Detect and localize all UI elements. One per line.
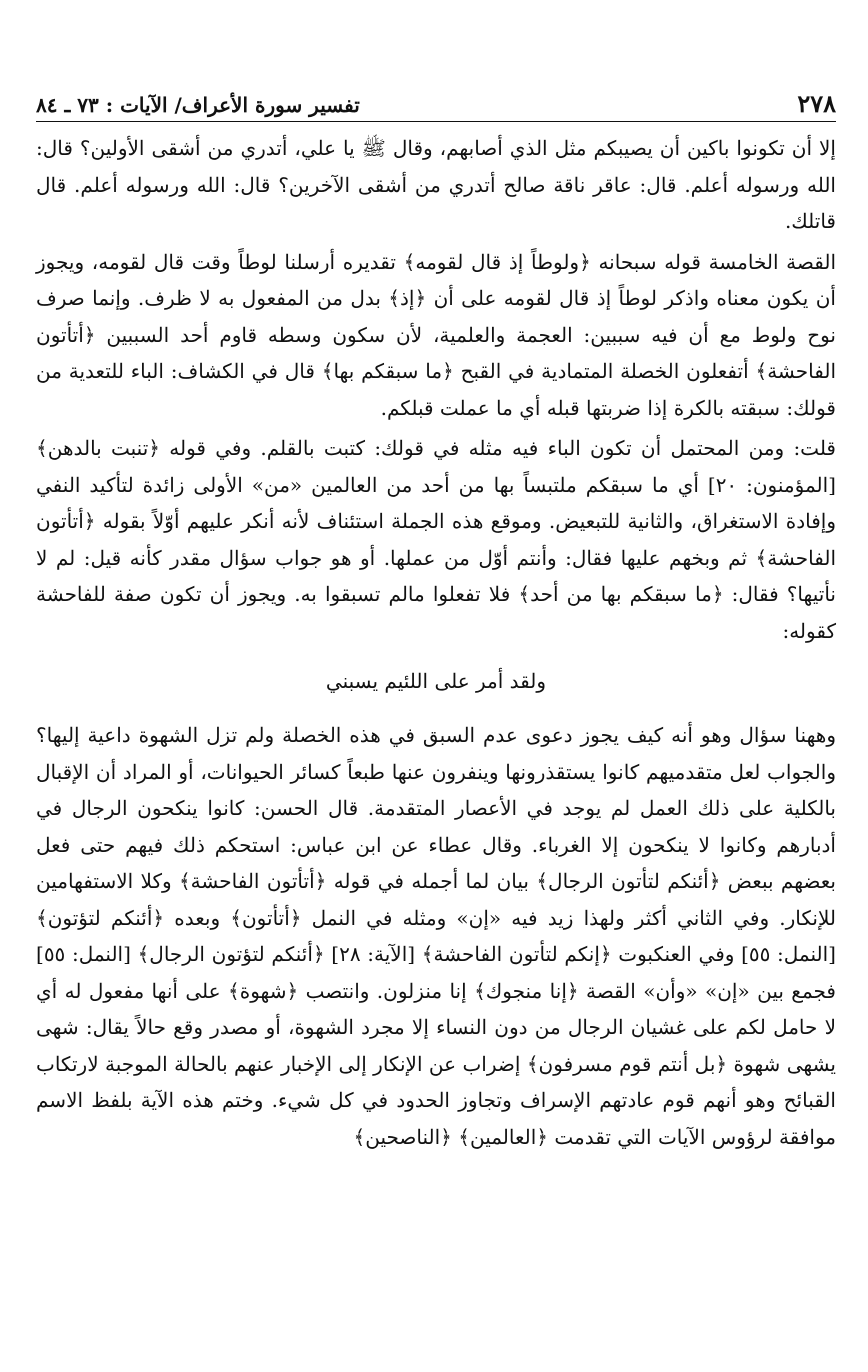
- poetry-verse: ولقد أمر على اللئيم يسبني: [325, 669, 547, 693]
- page-content: [36, 84, 836, 1159]
- running-header: [36, 84, 836, 122]
- paragraph-4: وههنا سؤال وهو أنه كيف يجوز دعوى عدم السبق في هذه الخصلة ولم تزل الشهوة داعية إليها؟ والجواب لعل متقدميهم كانوا يستقذرونها وينفرون عنها طبعاً كسائر الحيوانات، أو المراد أن الإقبال بالكلية على ذلك العمل لم يوجد في الأعصار المتقدمة. قال الحسن: كانوا ينكحون الرجال في أدبارهم وكانوا لا ينكحون إلا الغرباء. وقال عطاء عن ابن عباس: استحكم ذلك فيهم حتى فعل بعضهم ببعض ﴿أئنكم لتأتون الرجال﴾ بيان لما أجمله في قوله ﴿أتأتون الفاحشة﴾ وكلا الاستفهامين للإنكار. وفي الثاني أكثر ولهذا زيد فيه «إن» ومثله في النمل ﴿أتأتون﴾ وبعده ﴿أئنكم لتؤتون﴾ [النمل: ٥٥] وفي العنكبوت ﴿إنكم لتأتون الفاحشة﴾ [الآية: ٢٨] ﴿أئنكم لتؤتون الرجال﴾ [النمل: ٥٥] فجمع بين «إن» «وأن» القصة ﴿إنا منجوك﴾ إنا منزلون. وانتصب ﴿شهوة﴾ على أنها مفعول له أي لا حامل لكم على غشيان الرجال من دون النساء إلا مجرد الشهوة، أو مصدر وقع حالاً يقال: شهى يشهى شهوة ﴿بل أنتم قوم مسرفون﴾ إضراب عن الإنكار إلى الإخبار عنهم بالحالة الموجبة لارتكاب القبائح وهو أنهم قوم عادتهم الإسراف وتجاوز الحدود في كل شيء. وختم هذه الآية بلفظ الاسم موافقة لرؤوس الآيات التي تقدمت ﴿العالمين﴾ ﴿الناصحين﴾: [36, 723, 836, 1149]
- running-title: تفسير سورة الأعراف/ الآيات : ٧٣ ـ ٨٤: [36, 93, 360, 117]
- paragraph-1: إلا أن تكونوا باكين أن يصيبكم مثل الذي أصابهم، وقال ﷺ يا علي، أتدري من أشقى الأولين؟ قال: الله ورسوله أعلم. قال: عاقر ناقة صالح أتدري من أشقى الآخرين؟ قال: الله ورسوله أعلم. قال قاتلك.: [36, 136, 836, 233]
- page-number: ٢٧٨: [797, 89, 836, 118]
- paragraph-2: القصة الخامسة قوله سبحانه ﴿ولوطاً إذ قال لقومه﴾ تقديره أرسلنا لوطاً وقت قال لقومه، ويجوز أن يكون معناه واذكر لوطاً إذ قال لقومه على أن ﴿إذ﴾ بدل من المفعول به لا ظرف. وإنما صرف نوح ولوط مع أن فيه سببين: العجمة والعلمية، لأن سكون وسطه قاوم أحد السببين ﴿أتأتون الفاحشة﴾ أتفعلون الخصلة المتمادية في القبح ﴿ما سبقكم بها﴾ قال في الكشاف: الباء للتعدية من قولك: سبقته بالكرة إذا ضربتها قبله أي ما عملت قبلكم.: [36, 249, 836, 420]
- paragraph-3: قلت: ومن المحتمل أن تكون الباء فيه مثله في قولك: كتبت بالقلم. وفي قوله ﴿تنبت بالدهن﴾ [المؤمنون: ٢٠] أي ما سبقكم ملتبساً بها من أحد من العالمين «من» الأولى زائدة لتأكيد النفي وإفادة الاستغراق، والثانية للتبعيض. وموقع هذه الجملة استئناف لأنه أنكر عليهم أوّلاً بقوله ﴿أتأتون الفاحشة﴾ ثم وبخهم عليها فقال: وأنتم أوّل من عملها. أو هو جواب سؤال مقدر كأنه قيل: لم لا نأتيها؟ فقال: ﴿ما سبقكم بها من أحد﴾ فلا تفعلوا مالم تسبقوا به. ويجوز أن تكون صفة للفاحشة كقوله:: [36, 436, 836, 643]
- body-text: [36, 130, 836, 1155]
